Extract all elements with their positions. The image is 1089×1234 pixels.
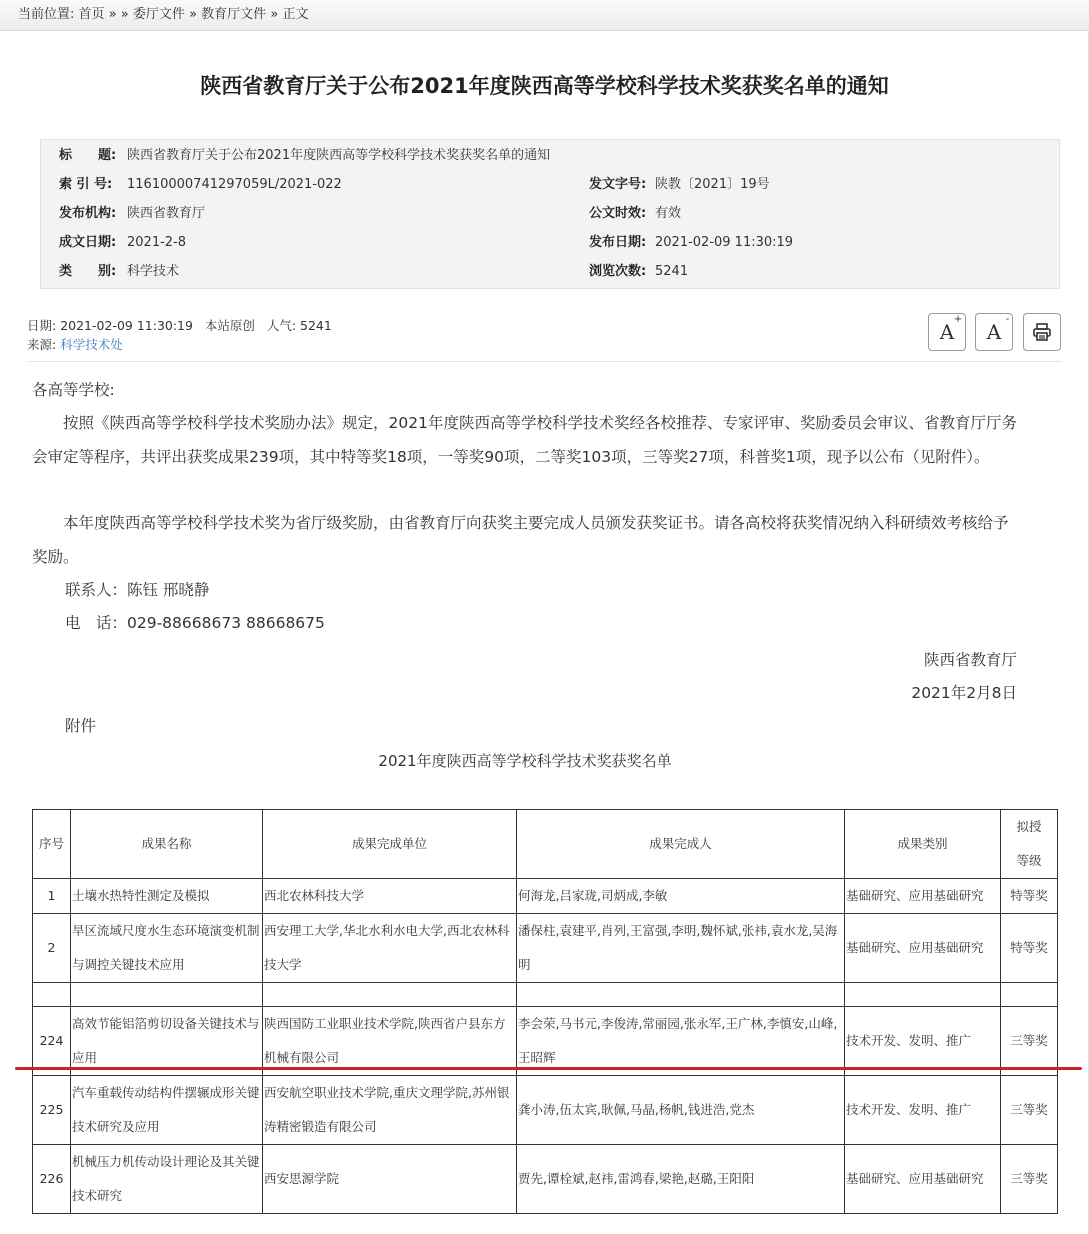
- cell-unit: 西安航空职业技术学院,重庆文理学院,苏州银涛精密锻造有限公司: [263, 1076, 517, 1145]
- date-value: 2021-02-09 11:30:19: [60, 318, 193, 333]
- attachment-title: 2021年度陕西高等学校科学技术奖获奖名单: [378, 752, 672, 770]
- cell-people: 李会荣,马书元,李俊涛,常丽园,张永军,王广林,李慎安,山峰,王昭辉: [517, 1007, 845, 1076]
- header-level-line1: 拟授: [1016, 819, 1042, 834]
- gap-cell: [845, 983, 1001, 1007]
- meta-title-value: 陕西省教育厅关于公布2021年度陕西高等学校科学技术奖获奖名单的通知: [127, 148, 551, 163]
- cell-name: 高效节能铝箔剪切设备关键技术与应用: [71, 1007, 263, 1076]
- table-row: [33, 914, 1058, 983]
- awards-table: [32, 809, 1058, 1214]
- origin-text: 本站原创: [204, 318, 255, 333]
- cell-name: 机械压力机传动设计理论及其关键技术研究: [71, 1145, 263, 1214]
- breadcrumb-home-link[interactable]: 首页: [78, 7, 105, 22]
- cell-name: 土壤水热特性测定及模拟: [71, 879, 263, 914]
- cell-no: 225: [33, 1076, 71, 1145]
- cell-unit: 西北农林科技大学: [263, 879, 517, 914]
- cell-unit: 陕西国防工业职业技术学院,陕西省户县东方机械有限公司: [263, 1007, 517, 1076]
- table-row: [33, 1007, 1058, 1076]
- cell-people: 贾先,谭栓斌,赵祎,雷鸿春,梁艳,赵璐,王阳阳: [517, 1145, 845, 1214]
- table-row: [33, 1076, 1058, 1145]
- popularity-label: 人气:: [266, 318, 297, 333]
- cell-people: 潘保柱,袁建平,肖列,王富强,李明,魏怀斌,张祎,袁水龙,吴海明: [517, 914, 845, 983]
- header-level-line2: 等级: [1016, 853, 1042, 868]
- source-link[interactable]: 科学技术处: [60, 337, 123, 352]
- document-meta-box: [40, 139, 1060, 289]
- breadcrumb: [0, 0, 1089, 31]
- popularity-value: 5241: [300, 318, 332, 333]
- meta-category-label: 类 别:: [59, 264, 117, 279]
- breadcrumb-current: 正文: [282, 7, 309, 22]
- signature-date: 2021年2月8日: [911, 684, 1017, 702]
- meta-created-value: 2021-2-8: [127, 235, 187, 250]
- cell-no: 224: [33, 1007, 71, 1076]
- breadcrumb-separator: »: [189, 7, 198, 22]
- meta-index-value: 11610000741297059L/2021-022: [127, 177, 342, 192]
- header-people: 成果完成人: [517, 810, 845, 879]
- table-row: [33, 879, 1058, 914]
- cell-level: 三等奖: [1001, 1076, 1058, 1145]
- gap-cell: [33, 983, 71, 1007]
- cell-unit: 西安理工大学,华北水利水电大学,西北农林科技大学: [263, 914, 517, 983]
- cell-no: 2: [33, 914, 71, 983]
- table-header-row: [33, 810, 1058, 879]
- meta-issuer-value: 陕西省教育厅: [127, 206, 206, 221]
- meta-created-label: 成文日期:: [59, 235, 117, 250]
- meta-docno-label: 发文字号:: [589, 177, 647, 192]
- date-label: 日期:: [27, 318, 57, 333]
- gap-cell: [263, 983, 517, 1007]
- cell-level: 特等奖: [1001, 879, 1058, 914]
- cell-category: 基础研究、应用基础研究: [845, 1145, 1001, 1214]
- header-level: [1001, 810, 1058, 879]
- greeting: 各高等学校:: [32, 381, 115, 399]
- article-info-line: [27, 316, 332, 334]
- contact-line: 联系人：陈钰 邢晓静: [65, 581, 210, 599]
- cell-name: 汽车重载传动结构件摆辗成形关键技术研究及应用: [71, 1076, 263, 1145]
- meta-row-title: [41, 142, 1059, 170]
- source-label: 来源:: [27, 337, 57, 352]
- meta-issuer-label: 发布机构:: [59, 206, 117, 221]
- table-gap-row: [33, 983, 1058, 1007]
- gap-cell: [517, 983, 845, 1007]
- page-title: 陕西省教育厅关于公布2021年度陕西高等学校科学技术奖获奖名单的通知: [200, 74, 889, 98]
- print-button[interactable]: [1023, 313, 1061, 351]
- cell-level: 三等奖: [1001, 1007, 1058, 1076]
- cell-category: 技术开发、发明、推广: [845, 1076, 1001, 1145]
- cell-category: 技术开发、发明、推广: [845, 1007, 1001, 1076]
- cell-level: 特等奖: [1001, 914, 1058, 983]
- article-source-line: [27, 335, 123, 353]
- meta-published-value: 2021-02-09 11:30:19: [655, 235, 794, 250]
- cell-unit: 西安思源学院: [263, 1145, 517, 1214]
- meta-row-issuer: [41, 200, 1059, 228]
- meta-validity-value: 有效: [655, 206, 682, 221]
- font-shrink-icon: A -: [986, 314, 1010, 344]
- cell-people: 龚小涛,伍太宾,耿佩,马晶,杨帆,钱进浩,党杰: [517, 1076, 845, 1145]
- gap-cell: [1001, 983, 1058, 1007]
- meta-row-index: [41, 171, 1059, 199]
- meta-views-label: 浏览次数:: [589, 264, 647, 279]
- header-category: 成果类别: [845, 810, 1001, 879]
- breadcrumb-separator: »: [108, 7, 117, 22]
- cell-people: 何海龙,吕家珑,司炳成,李敏: [517, 879, 845, 914]
- paragraph-1: 按照《陕西高等学校科学技术奖励办法》规定，2021年度陕西高等学校科学技术奖经各校推荐、专家评审、奖励委员会审议、省教育厅厅务会审定等程序，共评出获奖成果239项，其中特等奖18项，一等奖90项，二等奖103项，三等奖27项，科普奖1项，现予以公布（见附件）。: [32, 414, 1017, 466]
- content-divider: [27, 361, 1062, 362]
- phone-line: 电 话：029-88668673 88668675: [65, 614, 325, 632]
- meta-published-label: 发布日期:: [589, 235, 647, 250]
- meta-index-label: 索 引 号:: [59, 177, 113, 192]
- printer-icon: [1032, 322, 1052, 342]
- meta-validity-label: 公文时效:: [589, 206, 647, 221]
- meta-docno-value: 陕教〔2021〕19号: [655, 177, 770, 192]
- breadcrumb-separator: »: [120, 7, 129, 22]
- attachment-label: 附件: [65, 717, 97, 735]
- header-name: 成果名称: [71, 810, 263, 879]
- cell-no: 226: [33, 1145, 71, 1214]
- meta-views-value: 5241: [655, 264, 689, 279]
- enlarge-font-button[interactable]: [928, 313, 966, 351]
- header-no: 序号: [33, 810, 71, 879]
- breadcrumb-prefix: 当前位置:: [18, 7, 75, 22]
- meta-title-label: 标 题:: [59, 148, 117, 163]
- breadcrumb-level2-link[interactable]: 教育厅文件: [201, 7, 267, 22]
- meta-row-category: [41, 258, 1059, 286]
- cell-level: 三等奖: [1001, 1145, 1058, 1214]
- cell-no: 1: [33, 879, 71, 914]
- breadcrumb-level1-link[interactable]: 委厅文件: [132, 7, 185, 22]
- gap-cell: [71, 983, 263, 1007]
- cell-category: 基础研究、应用基础研究: [845, 879, 1001, 914]
- cell-name: 旱区流域尺度水生态环境演变机制与调控关键技术应用: [71, 914, 263, 983]
- shrink-font-button[interactable]: [975, 313, 1013, 351]
- red-highlight-line: [15, 1067, 1082, 1070]
- meta-row-created: [41, 229, 1059, 257]
- meta-category-value: 科学技术: [127, 264, 180, 279]
- header-unit: 成果完成单位: [263, 810, 517, 879]
- paragraph-2: 本年度陕西高等学校科学技术奖为省厅级奖励，由省教育厅向获奖主要完成人员颁发获奖证书。请各高校将获奖情况纳入科研绩效考核给予奖励。: [32, 514, 1009, 566]
- signature: 陕西省教育厅: [923, 651, 1017, 669]
- font-enlarge-icon: A +: [939, 314, 963, 344]
- table-row: [33, 1145, 1058, 1214]
- breadcrumb-separator: »: [270, 7, 279, 22]
- cell-category: 基础研究、应用基础研究: [845, 914, 1001, 983]
